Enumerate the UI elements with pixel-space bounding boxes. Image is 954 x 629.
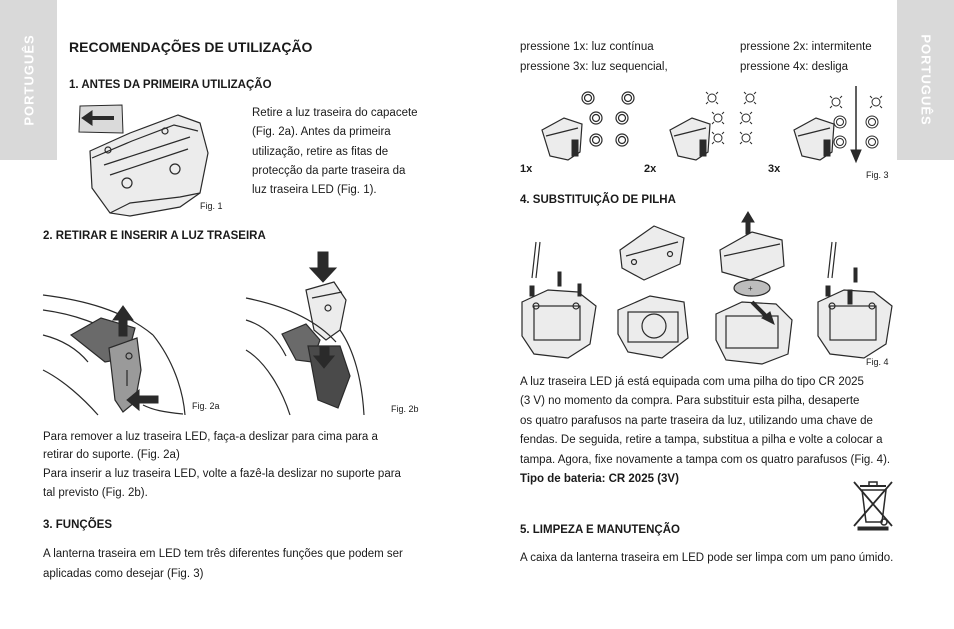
section-3-line: aplicadas como desejar (Fig. 3)	[43, 568, 204, 580]
section-2-line: retirar do suporte. (Fig. 2a)	[43, 449, 180, 461]
mode-2x-text: pressione 2x: intermitente	[740, 41, 872, 53]
language-tab-right-label: PORTUGUÊS	[918, 34, 933, 126]
fig2b-insert-illustration	[246, 250, 416, 415]
fig3-mode-2x-illustration	[666, 88, 776, 163]
section-1-heading: 1. ANTES DA PRIMEIRA UTILIZAÇÃO	[69, 79, 272, 91]
fig3-label-2x: 2x	[644, 163, 657, 175]
fig3-mode-1x-illustration	[538, 88, 648, 163]
section-4-line: A luz traseira LED já está equipada com uma pilha do tipo CR 2025	[520, 376, 864, 388]
mode-4x-text: pressione 4x: desliga	[740, 61, 849, 73]
language-tab-left-label: PORTUGUÊS	[21, 34, 36, 126]
weee-disposal-icon	[852, 478, 894, 530]
language-tab-right	[897, 0, 954, 160]
fig4-cover-illustration	[614, 222, 694, 362]
fig2a-caption: Fig. 2a	[192, 401, 220, 411]
battery-type: Tipo de bateria: CR 2025 (3V)	[520, 473, 679, 485]
mode-3x-text: pressione 3x: luz sequencial,	[520, 61, 668, 73]
section-2-line: Para remover a luz traseira LED, faça-a deslizar para cima para a	[43, 431, 378, 443]
section-1-line: luz traseira LED (Fig. 1).	[252, 184, 377, 196]
section-4-line: tampa. Agora, fixe novamente a tampa com os quatro parafusos (Fig. 4).	[520, 454, 891, 466]
section-1-line: (Fig. 2a). Antes da primeira	[252, 126, 391, 138]
section-4-line: os quatro parafusos na parte traseira da luz, utilizando uma chave de	[520, 415, 873, 427]
section-3-line: A lanterna traseira em LED tem três diferentes funções que podem ser	[43, 548, 403, 560]
fig3-mode-3x-illustration	[790, 84, 900, 163]
section-1-line: Retire a luz traseira do capacete	[252, 107, 418, 119]
fig3-label-1x: 1x	[520, 163, 533, 175]
section-2-heading: 2. RETIRAR E INSERIR A LUZ TRASEIRA	[43, 230, 266, 242]
mode-1x-text: pressione 1x: luz contínua	[520, 41, 654, 53]
fig2b-caption: Fig. 2b	[391, 404, 419, 414]
page-title: RECOMENDAÇÕES DE UTILIZAÇÃO	[69, 39, 313, 55]
fig4-reassemble-illustration	[814, 240, 896, 360]
section-1-line: protecção da parte traseira da	[252, 165, 406, 177]
language-tab-left	[0, 0, 57, 160]
section-5-text: A caixa da lanterna traseira em LED pode ser limpa com um pano úmido.	[520, 552, 894, 564]
svg-text:+: +	[748, 284, 753, 293]
fig3-label-3x: 3x	[768, 163, 781, 175]
fig1-caption: Fig. 1	[200, 201, 223, 211]
section-4-line: fendas. De seguida, retire a tampa, substitua a pilha e volte a colocar a	[520, 434, 883, 446]
section-3-heading: 3. FUNÇÕES	[43, 519, 113, 531]
fig3-caption: Fig. 3	[866, 170, 889, 180]
section-5-heading: 5. LIMPEZA E MANUTENÇÃO	[520, 524, 680, 536]
section-4-line: (3 V) no momento da compra. Para substituir esta pilha, desaperte	[520, 395, 860, 407]
section-2-line: tal previsto (Fig. 2b).	[43, 487, 148, 499]
section-4-heading: 4. SUBSTITUIÇÃO DE PILHA	[520, 194, 676, 206]
fig4-caption: Fig. 4	[866, 357, 889, 367]
section-2-line: Para inserir a luz traseira LED, volte a fazê-la deslizar no suporte para	[43, 468, 401, 480]
section-1-line: utilização, retire as fitas de	[252, 146, 389, 158]
fig4-battery-illustration	[712, 210, 796, 365]
fig4-screws-illustration	[518, 240, 600, 360]
